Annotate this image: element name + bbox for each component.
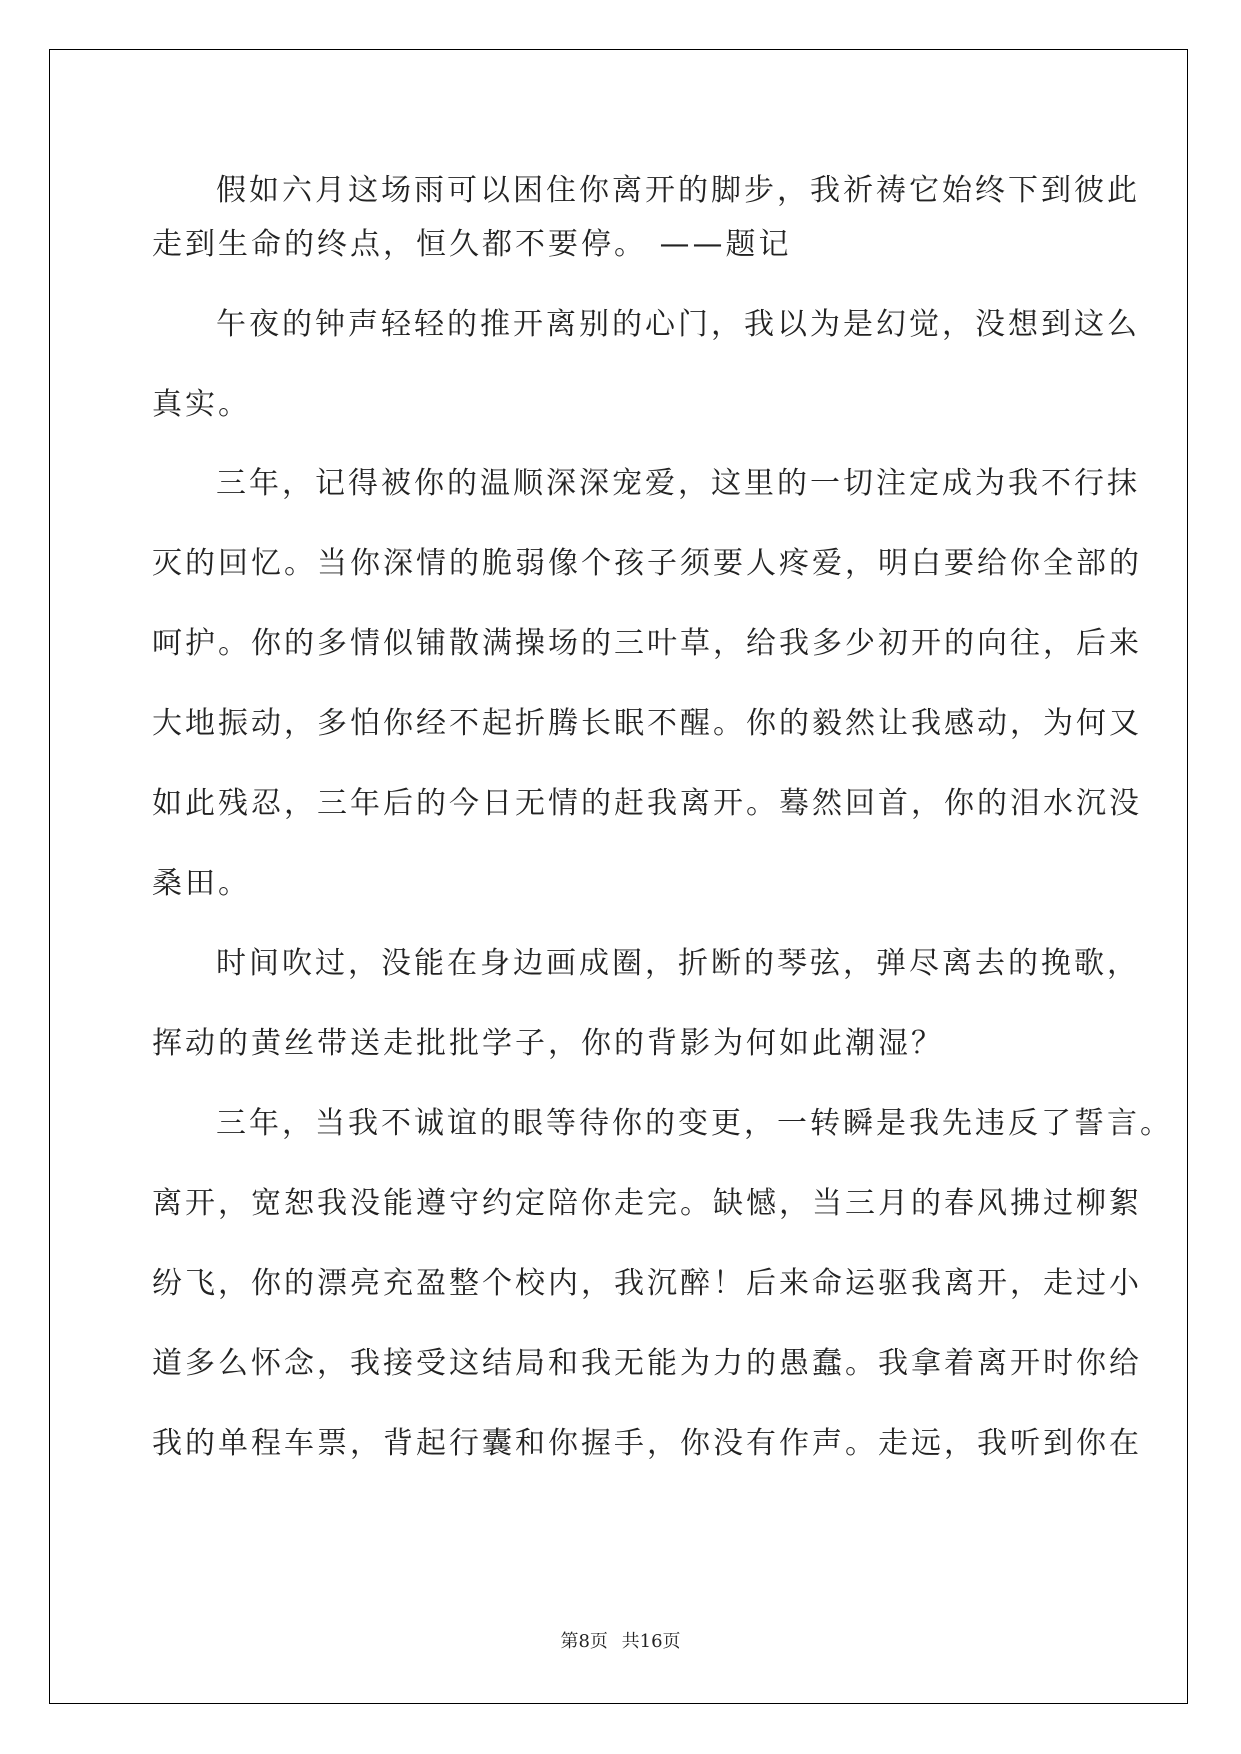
text-line: 呵护。你的多情似铺散满操场的三叶草，给我多少初开的向往，后来 bbox=[152, 626, 1142, 661]
text-line: 离开，宽恕我没能遵守约定陪你走完。缺憾，当三月的春风拂过柳絮 bbox=[152, 1186, 1142, 1221]
text-line: 假如六月这场雨可以困住你离开的脚步，我祈祷它始终下到彼此 bbox=[216, 173, 1140, 208]
text-line: 挥动的黄丝带送走批批学子，你的背影为何如此潮湿？ bbox=[152, 1026, 944, 1061]
text-line: 三年，记得被你的温顺深深宠爱，这里的一切注定成为我不行抹 bbox=[216, 466, 1140, 501]
text-line: 大地振动，多怕你经不起折腾长眠不醒。你的毅然让我感动，为何又 bbox=[152, 706, 1142, 741]
text-line: 桑田。 bbox=[152, 866, 251, 901]
text-line: 道多么怀念，我接受这结局和我无能为力的愚蠢。我拿着离开时你给 bbox=[152, 1346, 1142, 1381]
text-line: 时间吹过，没能在身边画成圈，折断的琴弦，弹尽离去的挽歌， bbox=[216, 946, 1140, 981]
text-line: 走到生命的终点，恒久都不要停。 ——题记 bbox=[152, 227, 792, 262]
text-line: 三年，当我不诚谊的眼等待你的变更，一转瞬是我先违反了誓言。 bbox=[216, 1106, 1173, 1141]
text-line: 我的单程车票，背起行囊和你握手，你没有作声。走远，我听到你在 bbox=[152, 1426, 1142, 1461]
text-line: 灭的回忆。当你深情的脆弱像个孩子须要人疼爱，明白要给你全部的 bbox=[152, 546, 1142, 581]
page-footer bbox=[0, 1627, 1241, 1653]
text-line: 纷飞，你的漂亮充盈整个校内，我沉醉！后来命运驱我离开，走过小 bbox=[152, 1266, 1142, 1301]
text-line: 真实。 bbox=[152, 387, 251, 422]
text-line: 如此残忍，三年后的今日无情的赶我离开。蓦然回首，你的泪水沉没 bbox=[152, 786, 1142, 821]
page-number: 第8页 bbox=[560, 1631, 608, 1652]
text-line: 午夜的钟声轻轻的推开离别的心门，我以为是幻觉，没想到这么 bbox=[216, 307, 1140, 342]
page-total: 共16页 bbox=[621, 1631, 681, 1652]
